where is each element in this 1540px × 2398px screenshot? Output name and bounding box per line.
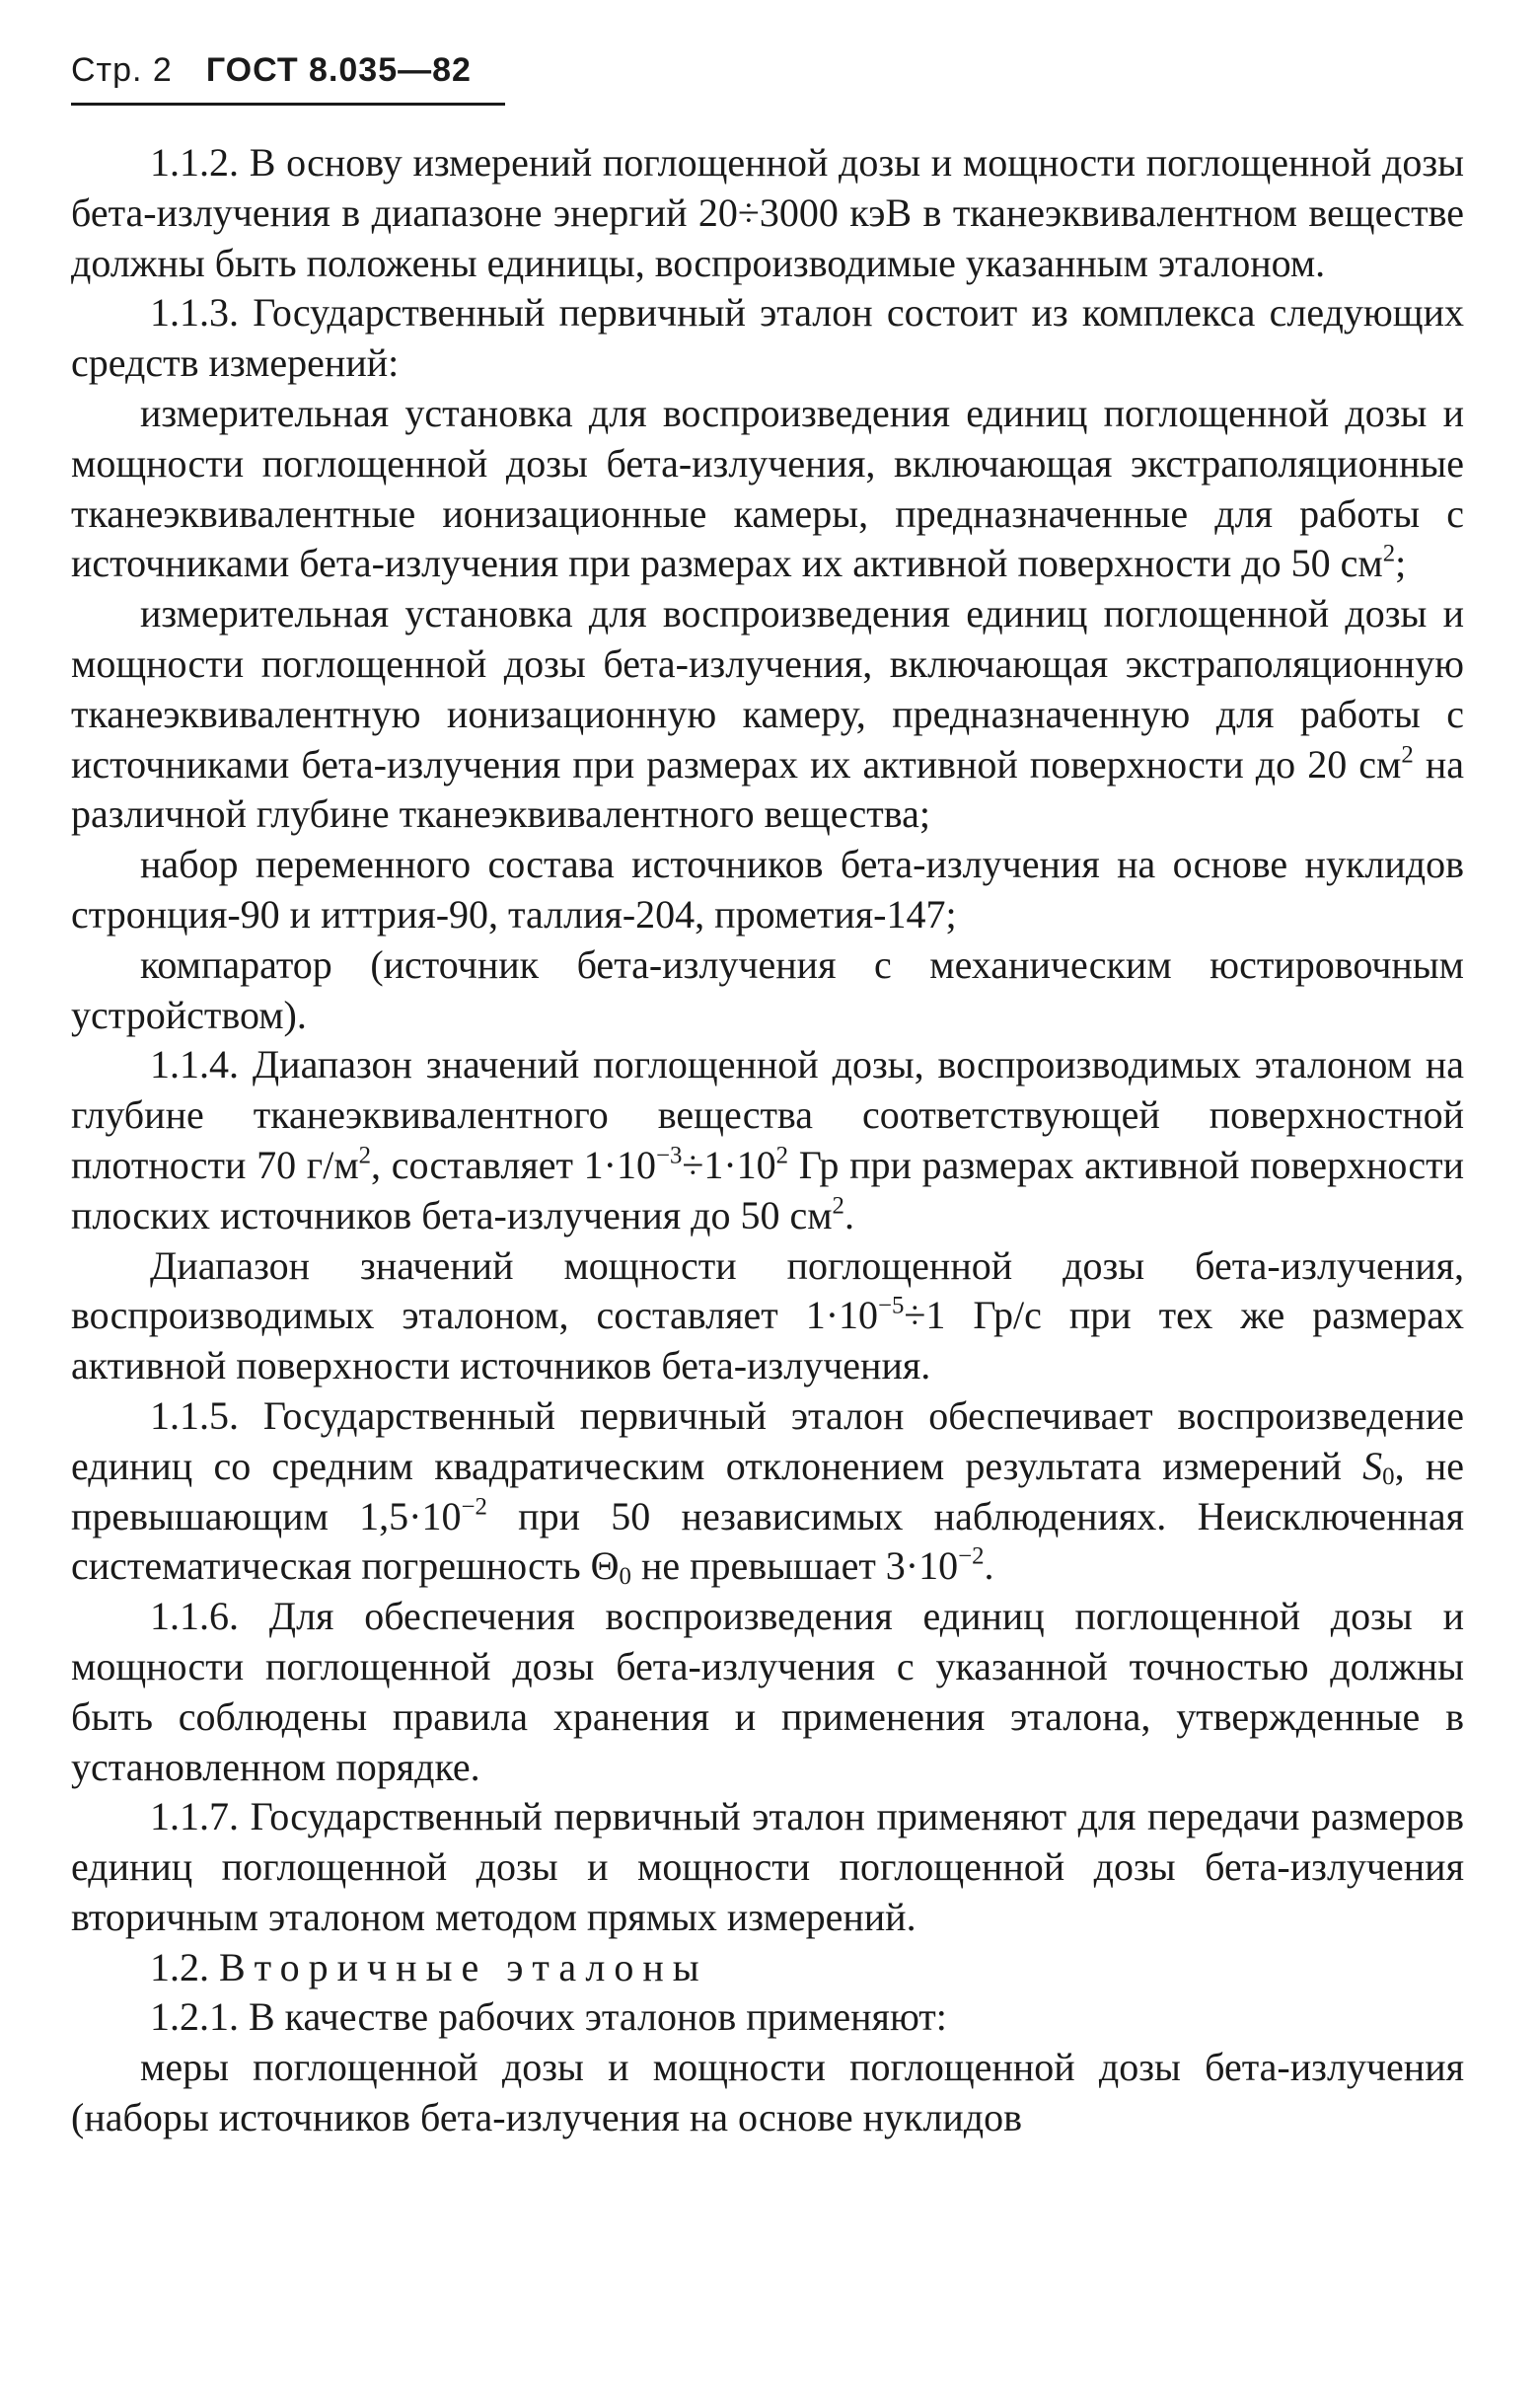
paragraph-dose-rate-range: Диапазон значений мощности поглощенной дозы бета-излучения, воспроизводимых эталоном, составляет $1\cdot 10^{-5}\div 1$ Гр/с при тех же размерах активной поверхности источников бета-излучения. <box>71 1242 1464 1388</box>
list-item-extrapolation-chambers: измерительная установка для воспроизведения единиц поглощенной дозы и мощности поглощенной дозы бета-излучения, включающая экстраполяционные тканеэквивалентные ионизационные камеры, предназначенные для работы с источниками бета-излучения при размерах их активной поверхности до 50 $см^2$; <box>71 390 1464 586</box>
list-item-comparator: компаратор (источник бета-излучения с механическим юстировочным устройством). <box>71 941 1464 1037</box>
paragraph-1-1-6: 1.1.6. Для обеспечения воспроизведения единиц поглощенной дозы и мощности поглощенной дозы бета-излучения с указанной точностью должны быть соблюдены правила хранения и применения эталона, утвержденные в установленном порядке. <box>71 1594 1464 1789</box>
paragraph-measures: меры поглощенной дозы и мощности поглощенной дозы бета-излучения (наборы источников бета-излучения на основе нуклидов <box>71 2045 1464 2140</box>
paragraph-1-1-7: 1.1.7. Государственный первичный эталон применяют для передачи размеров единиц поглощенной дозы и мощности поглощенной дозы бета-излучения вторичным эталоном методом прямых измерений. <box>71 1794 1464 1939</box>
paragraph-1-1-2: 1.1.2. В основу измерений поглощенной дозы и мощности поглощенной дозы бета-излучения в диапазоне энергий 20÷3000 кэВ в тканеэквивалентном веществе должны быть положены единицы, воспроизводимые указанным эталоном. <box>71 140 1464 285</box>
paragraph-1-1-5: 1.1.5. Государственный первичный эталон обеспечивает воспроизведение единиц со средним квадратическим отклонением результата измерений $S_0$, не превышающим $1,5\cdot 10^{-2}$ при 50 независимых наблюдениях. Неисключенная систематическая погрешность $\Theta_0$ не превышает $3\cdot 10^{-2}$. <box>71 1392 1464 1591</box>
header-rule <box>71 103 505 106</box>
list-item-source-set: набор переменного состава источников бета-излучения на основе нуклидов стронция-90 и иттрия-90, таллия-204, прометия-147; <box>71 842 1464 937</box>
list-item-extrapolation-chamber: измерительная установка для воспроизведения единиц поглощенной дозы и мощности поглощенной дозы бета-излучения, включающая экстраполяционную тканеэквивалентную ионизационную камеру, предназначенную для работы с источниками бета-излучения при размерах их активной поверхности до 20 $см^2$ на различной глубине тканеэквивалентного вещества; <box>71 591 1464 837</box>
document-body <box>71 138 1464 2143</box>
paragraph-1-2-1: 1.2.1. В качестве рабочих эталонов применяют: <box>150 1994 947 2040</box>
standard-number: ГОСТ 8.035—82 <box>205 51 472 89</box>
section-heading-secondary-standards: 1.2. Вторичные эталоны <box>150 1944 708 1989</box>
paragraph-1-1-4: 1.1.4. Диапазон значений поглощенной дозы, воспроизводимых эталоном на глубине тканеэквивалентного вещества соответствующей поверхностной плотности 70 $г/м^2$, составляет $1\cdot 10^{-3}\div 1\cdot 10^2$ Гр при размерах активной поверхности плоских источников бета-излучения до 50 $см^2$. <box>71 1042 1465 1237</box>
paragraph-1-1-3: 1.1.3. Государственный первичный эталон состоит из комплекса следующих средств измерений: <box>71 290 1464 386</box>
page-number: Стр. 2 <box>71 51 173 89</box>
page-header <box>71 51 472 90</box>
